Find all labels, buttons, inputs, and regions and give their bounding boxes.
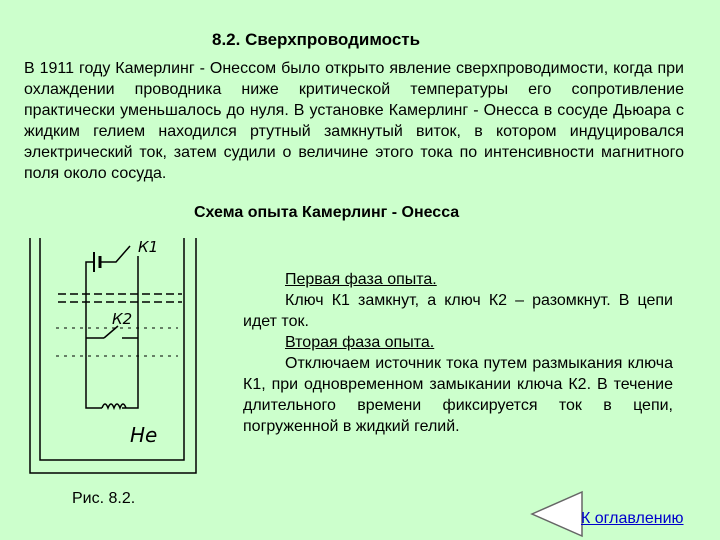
slide-title: 8.2. Сверхпроводимость bbox=[212, 30, 421, 49]
intro-paragraph: В 1911 году Камерлинг - Онессом было открыто явление сверхпроводимости, когда при охлаждении проводника ниже критической температуры его сопротивление практически уменьшалось до нуля. В установке Камерлинг - Онесса в сосуде Дьюара с жидким гелием находился ртутный замкнутый виток, в котором индуцировался электрический ток, затем судили о величине этого тока по интенсивности магнитного поля около сосуда. bbox=[24, 60, 684, 182]
back-to-contents-label: К оглавлению bbox=[581, 510, 684, 527]
phase2-title: Вторая фаза опыта. bbox=[285, 334, 435, 351]
scheme-title: Схема опыта Камерлинг - Онесса bbox=[194, 204, 460, 221]
left-wire bbox=[86, 262, 102, 408]
key2-label: К2 bbox=[112, 310, 133, 328]
phase1-title: Первая фаза опыта. bbox=[285, 271, 437, 288]
phases-text bbox=[243, 269, 673, 437]
key1-label: К1 bbox=[138, 238, 159, 256]
experiment-diagram bbox=[26, 218, 206, 483]
key1-return-wire bbox=[122, 256, 138, 408]
dewar-inner-wall bbox=[40, 238, 184, 460]
helium-label: Не bbox=[130, 423, 158, 447]
phase2-text: Отключаем источник тока путем размыкания ключа К1, при одновременном замыкании ключа К2. В течение длительного времени фиксируется ток в цепи, погруженной в жидкий гелий. bbox=[243, 355, 673, 435]
phase1-text: Ключ К1 замкнут, а ключ К2 – разомкнут. В цепи идет ток. bbox=[243, 292, 673, 330]
key1-wire bbox=[100, 246, 130, 262]
figure-caption: Рис. 8.2. bbox=[72, 490, 136, 507]
back-to-contents-button[interactable] bbox=[528, 490, 714, 538]
